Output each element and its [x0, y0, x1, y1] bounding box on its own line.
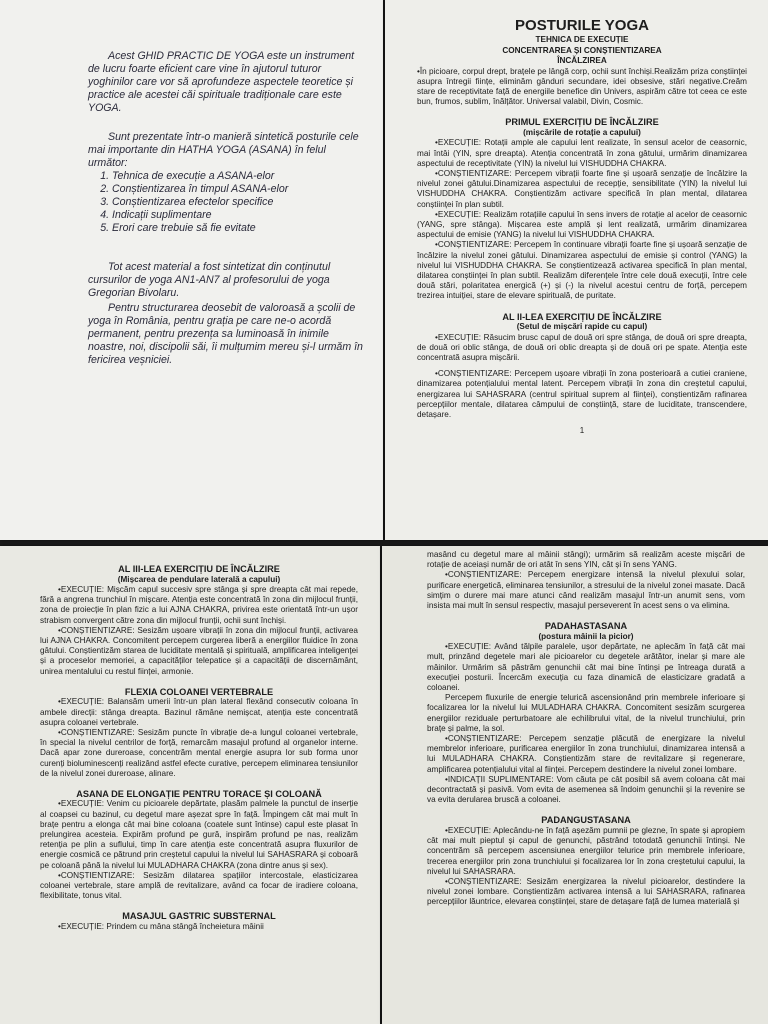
section-heading: ASANA DE ELONGAȚIE PENTRU TORACE ȘI COLOANĂ: [76, 788, 322, 799]
intro-paragraph-2: Sunt prezentate într-o manieră sintetică posturile cele mai importante din HATHA YOGA (ASANA) în felul următor:: [88, 131, 359, 169]
paragraph: •EXECUȚIE: Răsucim brusc capul de două ori spre stânga, de două ori spre dreapta, de două ori oblic stânga, de două ori oblic dreapta și de două ori pe spate. Atenția este concentrată asupra mișcării.: [417, 332, 747, 362]
intro-paragraph-3: Tot acest material a fost sintetizat din conținutul cursurilor de yoga AN1-AN7 al profesorului de yoga Gregorian Bivolaru.: [88, 261, 331, 299]
subtitle: ÎNCĂLZIREA: [557, 56, 607, 65]
paragraph: •EXECUȚIE: Venim cu picioarele depărtate, plasăm palmele la punctul de inserție al coapsei cu bazinul, cu degetul mare așezat spre în față. Împingem cât mai mult în brațe pentru a elonga cât mai bine coloana (coatele sunt întinse) capul este plasat în prelungirea acesteia. Expirăm profund pe gură, inspirăm profund pe nas, realizăm retenția pe plin a suflului, timp în care atenția este concentrată asupra fluxurilor de energie cosmică ce pătrund prin creștetul capului la nivelul lui SAHASRARA și coboară pe coloană până la nivelul lui MULADHARA CHAKRA (zona dintre anus și sex).: [40, 799, 358, 870]
paragraph: •CONȘTIENTIZARE: Percepem în continuare vibrații foarte fine și ușoară senzație de încălzire la nivelul zonei gâtului. Dinamizarea aspectului de emisie și control (YANG) la nivelul lui VISHUDDHA CHAKRA. Se conștientizează activarea specifică în plan mental, dilatarea conștiinței în plan subtil. Realizăm diferențele între cele două execuții, între cele două stări, polaritatea energică (+) și (-) la nivelul acestui centru de forță, percepem trezirea intuiției, stare de elevare spirituală, de puritate.: [417, 240, 747, 301]
section-heading: PADANGUSTASANA: [541, 815, 631, 826]
page-intro: [0, 0, 383, 540]
section-heading: FLEXIA COLOANEI VERTEBRALE: [124, 686, 274, 697]
paragraph: •CONȘTIENTIZARE: Sesizăm ușoare vibrații în zona din mijlocul frunții, activarea lui AJNA CHAKRA. Concomitent percepem curgerea liberă a energiilor fluidice în zona gâtului. Conștientizăm starea de luciditate mentală și spirituală, amplificarea inteligenței și a proceselor memoriei, a capacităților telepatice și a capacității de discernământ, unirea mentalului cu restul ființei, armonie.: [40, 625, 358, 676]
paragraph: •EXECUȚIE: Mișcăm capul succesiv spre stânga și spre dreapta cât mai repede, fără a angrena trunchiul în mișcare. Atenția este concentrată în zona din mijlocul frunții, zona de proiecție în plan fizic a lui AJNA CHAKRA, privirea este orientată într-un ușor strabism convergent către zona din mijlocul frunții, ochii sunt închiși.: [40, 585, 358, 625]
subtitle: TEHNICA DE EXECUȚIE: [535, 35, 629, 44]
list-item: 1. Tehnica de execuție a ASANA-elor: [112, 170, 363, 183]
section-subheading: (postura mâinii la picior): [538, 631, 634, 641]
text-column: [40, 564, 358, 932]
list-item: 4. Indicații suplimentare: [112, 209, 363, 222]
paragraph: •EXECUȚIE: Balansăm umerii într-un plan lateral flexând consecutiv coloana în ambele direcții: stânga dreapta. Bazinul rămâne nemișcat, atenția este concentrată asupra coloanei vertebrale.: [40, 697, 358, 727]
section-subheading: (Setul de mișcări rapide cu capul): [516, 322, 648, 332]
paragraph: Percepem fluxurile de energie telurică ascensionând prin membrele inferioare și focalizarea lor la nivelul lui MULADHARA CHAKRA. Concomitent sesizăm scurgerea energiilor reziduale perturbatoare ale echilibrului vital, de la nivelul trunchiului, prin brațe și palme, la sol.: [427, 693, 745, 733]
section-heading: PRIMUL EXERCIȚIU DE ÎNCĂLZIRE: [505, 117, 659, 128]
section-subheading: (mișcările de rotație a capului): [523, 127, 641, 137]
paragraph: •CONȘTIENTIZARE: Sesizăm dilatarea spațiilor intercostale, elasticizarea coloanei vertebrale, stare amplă de revitalizare, având ca focar de iradiere coloana, flexibilitate, tonus vital.: [40, 870, 358, 901]
paragraph: masând cu degetul mare al mâinii stângi); urmărim să realizăm aceste mișcări de rotație de aceiași număr de ori atât în sens YIN, cât și în sens YANG.: [427, 550, 745, 570]
paragraph: •EXECUȚIE: Realizăm rotațiile capului în sens invers de rotație al acelor de ceasornic (YANG, spre stânga). Mișcarea este amplă și lent realizată, urmărim dinamizarea aspectului de emisie (YANG) la nivelul lui VISHUDDHA CHAKRA.: [417, 209, 747, 240]
paragraph: •EXECUȚIE: Prindem cu mâna stângă încheietura mâinii: [58, 921, 264, 931]
list-item: 2. Conștientizarea în timpul ASANA-elor: [112, 183, 363, 196]
text-column: [417, 18, 747, 436]
intro-paragraph-4: Pentru structurarea deosebit de valoroasă a școlii de yoga în România, pentru grația pe care ne-o acordă permanent, pentru prezența sa luminoasă în inimile noastre, noi, discipolii săi, îi mulțumim mereu și-l urmăm în fericirea veșniciei.: [88, 302, 363, 366]
paragraph: •EXECUȚIE: Rotații ample ale capului lent realizate, în sensul acelor de ceasornic, mai întâi (YIN, spre dreapta). Atenția concentrată în zona gâtului, urmărim dinamizarea aspectului de receptivitate (YIN) la nivelul lui VISHUDDHA CHAKRA.: [417, 138, 747, 168]
page-title: POSTURILE YOGA: [515, 17, 649, 34]
page-warmup: [0, 546, 380, 1024]
paragraph: •CONȘTIENTIZARE: Sesizăm energizarea la nivelul picioarelor, destindere la nivelul zonei lombare. Conștientizăm activarea intensă a lui SAHASRARA, rafinarea percepțiilor lăuntrice, elevarea conștiinței, stare de detașare față de lumea materială și: [427, 876, 745, 907]
intro-text: [88, 50, 363, 383]
section-heading: PADAHASTASANA: [544, 621, 628, 632]
paragraph: •CONȘTIENTIZARE: Percepem vibrații foarte fine și ușoară senzație de încălzire la nivelul zonei gâtului.Dinamizarea aspectului de recepție, sensibilitate (YIN) la nivelul lui VISHUDDHA CHAKRA. Conștientizăm activare specifică în plan mental, dilatarea conștiinței în plan subtil.: [417, 168, 747, 209]
section-heading: MASAJUL GASTRIC SUBSTERNAL: [122, 911, 276, 922]
paragraph: •CONȘTIENTIZARE: Percepem energizare intensă la nivelul plexului solar, purificare energetică, eliminarea tensiunilor, a stresului de la nivelul zonei masate. Dacă simțim o durere mai mare atunci când realizăm masajul într-un anumit sens, vom insista mai mult în sensul respectiv, masajul perseverent în acest sens o va elimina.: [427, 570, 745, 611]
paragraph: •CONȘTIENTIZARE: Percepem ușoare vibrații în zona posterioară a cutiei craniene, dinamizarea potențialului mental latent. Percepem vibrații în zona din creștetul capului, energizarea lui SAHASRARA (centrul spiritual suprem al ființei), conștientizăm rafinarea percepțiilor mentale, dilatarea câmpului de conștiință, stare de luciditate, transcendere, detașare.: [417, 369, 747, 419]
subtitle: CONCENTRAREA ȘI CONȘTIENTIZAREA: [502, 45, 662, 55]
paragraph: •EXECUȚIE: Aplecându-ne în față așezăm pumnii pe glezne, în spate și apropiem cât mai mult pieptul și capul de genunchi, păstrând totodată genunchii întinși. Ne concentrăm să percepem ascensiunea energiilor telurice prin membrele inferioare, trecerea energiilor prin zona trunchiului și focalizarea lor în zona creștetului capului, la nivelul lui SAHASRARA.: [427, 825, 745, 876]
intro-paragraph-1: Acest GHID PRACTIC DE YOGA este un instrument de lucru foarte eficient care vine în ajutorul tuturor yoghinilor care vor să aprofundeze aspectele teoretice și practice ale acestei căi spirituale tradiționale care este YOGA.: [88, 50, 355, 114]
paragraph: •EXECUȚIE: Având tălpile paralele, ușor depărtate, ne aplecăm în față cât mai mult, prinzând degetele mari ale picioarelor cu degetele arătător, inelar și mare ale mâinilor. Urmărim să păstrăm genunchii cât mai bine întinși pe întreaga durată a execuției posturii. Încercăm execuția cu faza dinamică de elasticizare gradată a coloanei.: [427, 642, 745, 693]
page-asanas: [382, 546, 768, 1024]
list-item: 3. Conștientizarea efectelor specifice: [112, 196, 363, 209]
section-heading: AL III-LEA EXERCIȚIU DE ÎNCĂLZIRE: [118, 564, 280, 574]
page-number: 1: [579, 426, 585, 436]
section-subheading: (Mișcarea de pendulare laterală a capului): [117, 574, 281, 584]
warmup-intro: •În picioare, corpul drept, brațele pe lângă corp, ochii sunt închiși.Realizăm priza conștiinței asupra întregii ființe, eliminăm gânduri secundare, idei obsesive, stări negative.Creăm stare de receptivitate față de energiile benefice din Univers, aspirăm către tot ceea ce este bun, frumos, sublim, înălțător. Universal valabil, Divin, Cosmic.: [417, 66, 747, 107]
section-heading: AL II-LEA EXERCIȚIU DE ÎNCĂLZIRE: [502, 311, 662, 322]
list-item: 5. Erori care trebuie să fie evitate: [112, 222, 363, 235]
contents-list: [112, 170, 363, 235]
page-postures: [385, 0, 768, 540]
paragraph: •INDICAȚII SUPLIMENTARE: Vom căuta pe cât posibil să avem coloana cât mai decontractată și pasivă. Vom evita de asemenea să îndoim genunchii și la revenire se va evita derularea bruscă a coloanei.: [427, 774, 745, 805]
text-column: [427, 550, 745, 908]
paragraph: •CONȘTIENTIZARE: Sesizăm puncte în vibrație de-a lungul coloanei vertebrale, în special la nivelul centrilor de forță, remarcăm masajul profund al organelor interne. Dacă apar zone dureroase, concentrăm mental energie asupra lor sub forma unor curenți bioluminescenți realizând astfel efecte curative, percepem eliminarea tensiunilor de la nivelul zonei dureroase, alinare.: [40, 727, 358, 778]
paragraph: •CONȘTIENTIZARE: Percepem senzație plăcută de energizare la nivelul membrelor inferioare, purificarea energiilor în zona trunchiului, dinamizarea intensă a lui MULADHARA CHAKRA. Conștientizăm stare de revitalizare și regenerare, amplificarea potențialului vital al ființei. Percepem destindere la nivelul zonei lombare.: [427, 734, 745, 774]
